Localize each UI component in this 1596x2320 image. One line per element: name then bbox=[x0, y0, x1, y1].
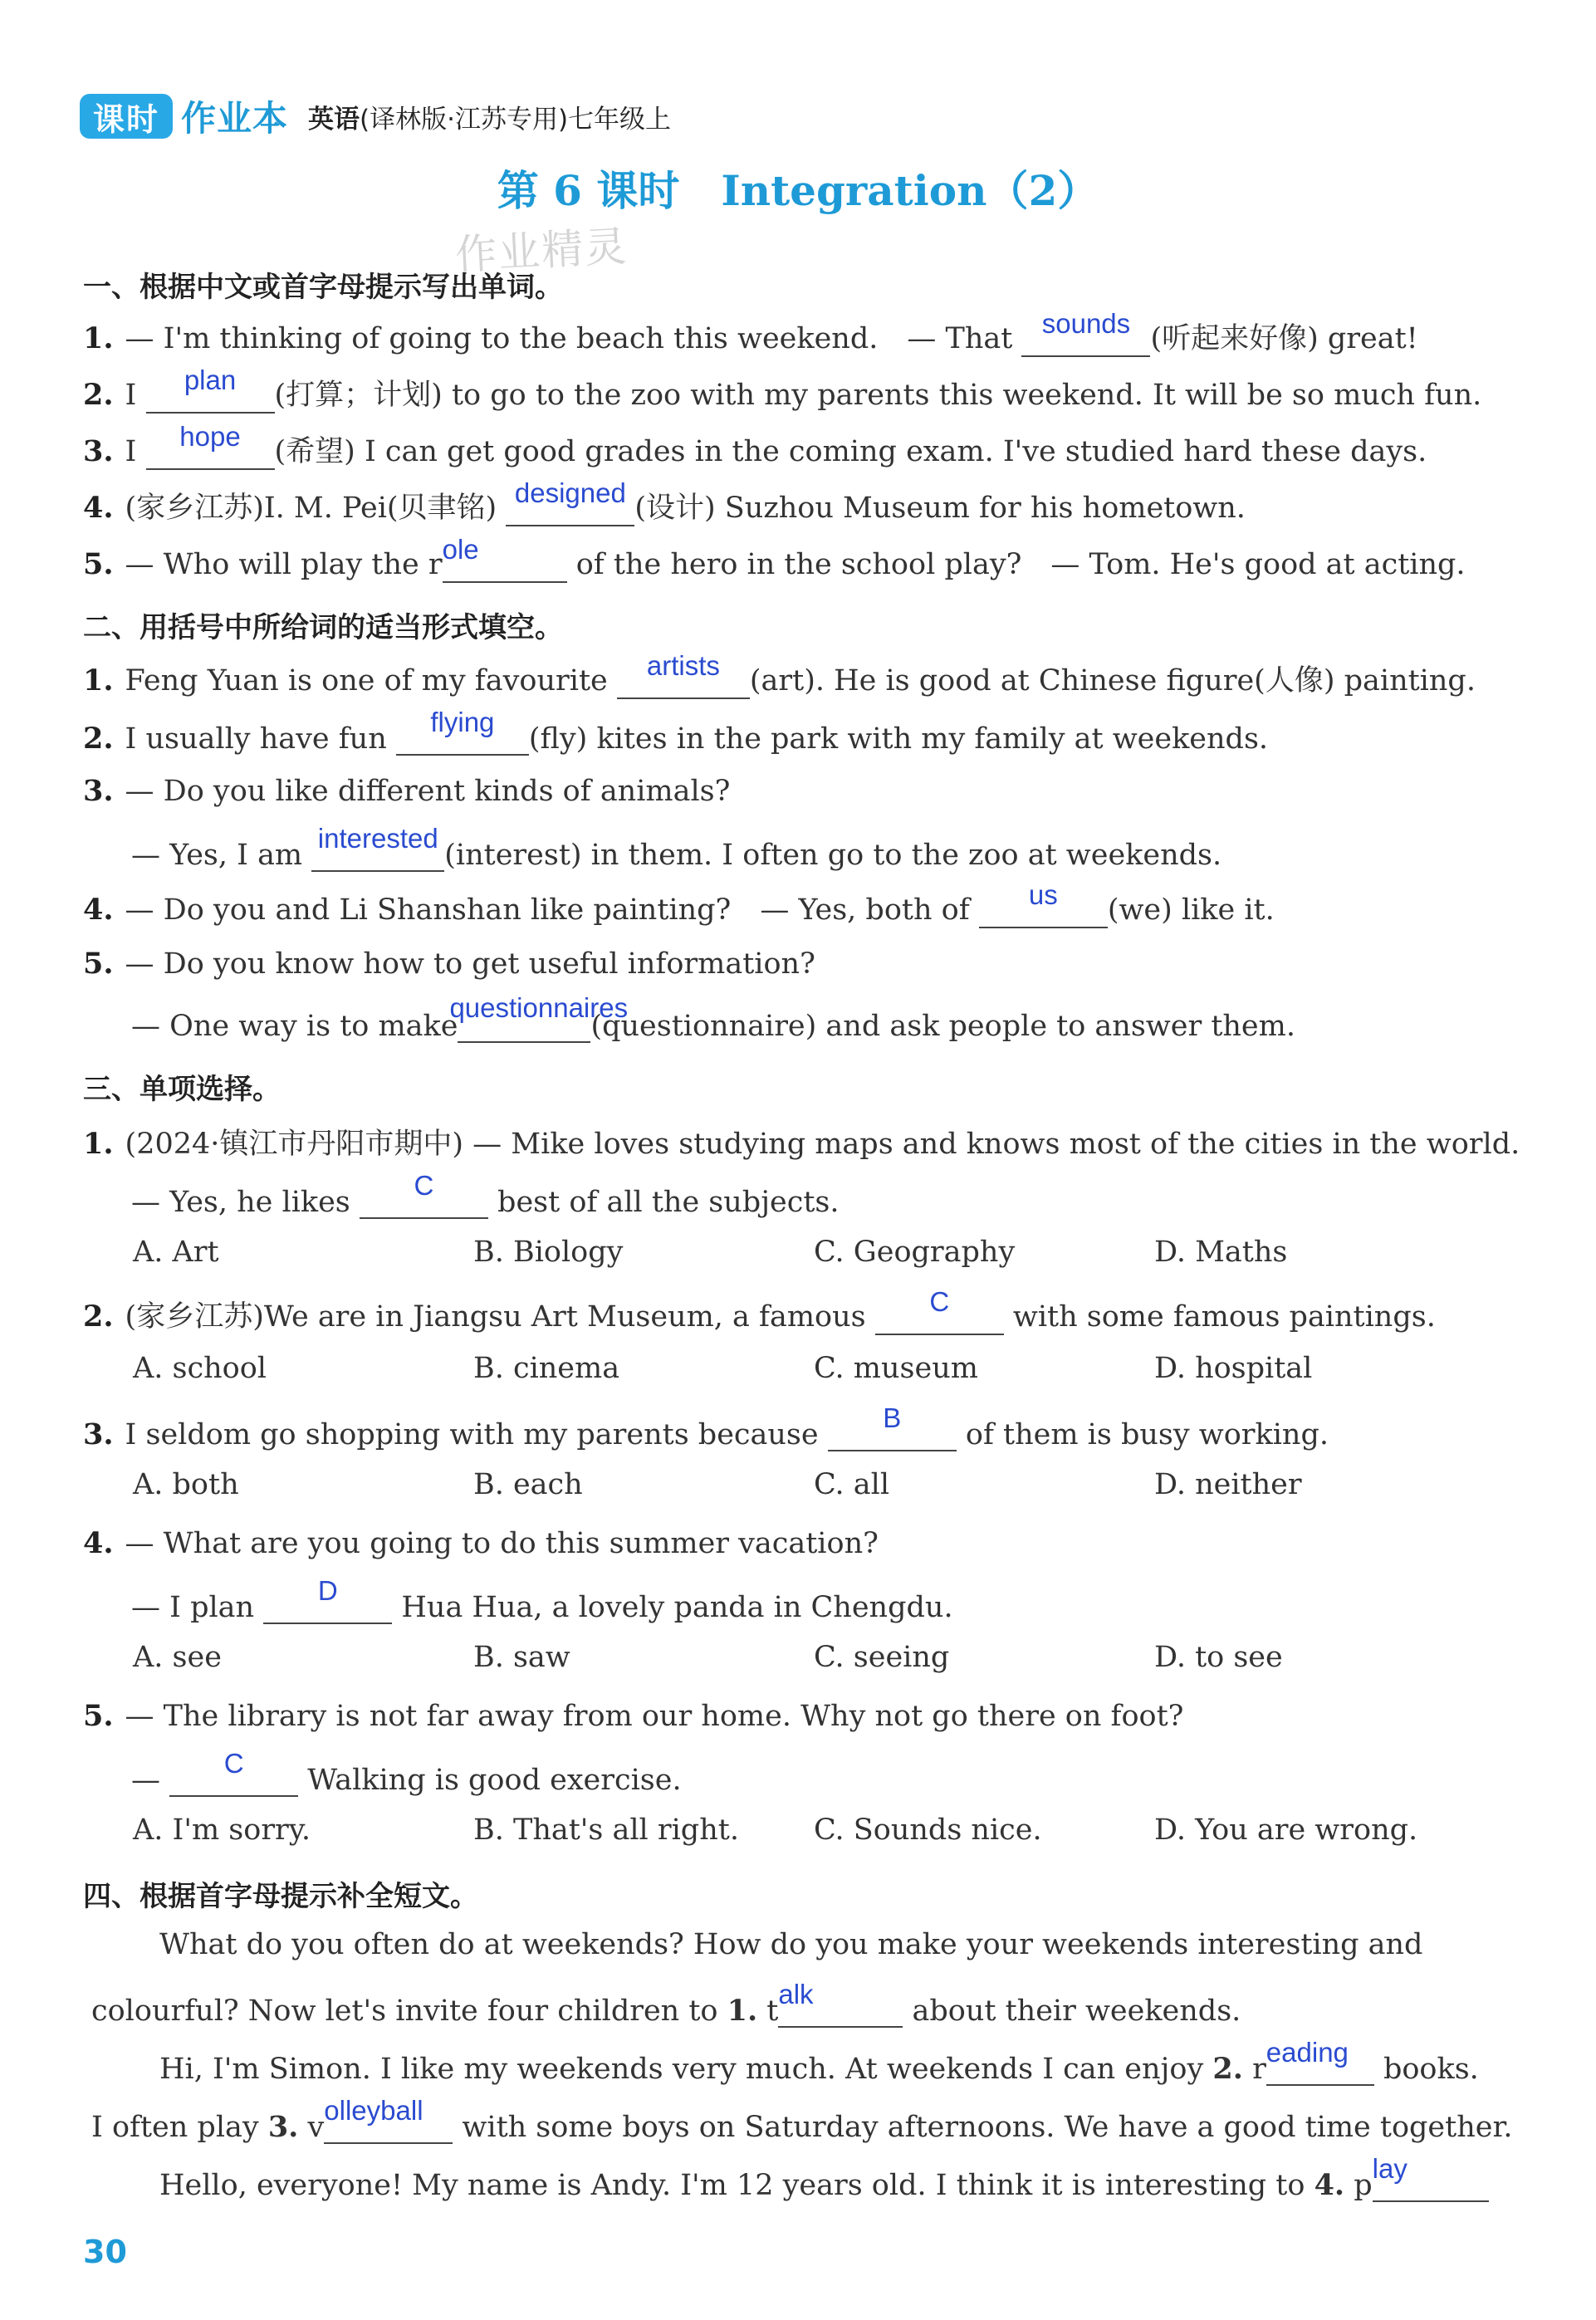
answer-blank: lay bbox=[1373, 2161, 1489, 2202]
passage-line-2: colourful? Now let's invite four children to 1. talk about their weekends. bbox=[91, 1979, 1241, 2028]
answer-blank: sounds bbox=[1021, 316, 1150, 357]
passage-line-5: Hello, everyone! My name is Andy. I'm 12 years old. I think it is interesting to 4. play bbox=[159, 2161, 1489, 2202]
p3-q4b: — I plan D Hua Hua, a lovely panda in Chengdu. bbox=[131, 1575, 953, 1624]
p1-q1: 1. — I'm thinking of going to the beach this weekend. — That sounds (听起来好像) great! bbox=[83, 308, 1418, 355]
p3-q2: 2. (家乡江苏)We are in Jiangsu Art Museum, a famous C with some famous paintings. bbox=[83, 1286, 1436, 1334]
section-2-heading: 二、用括号中所给词的适当形式填空。 bbox=[83, 611, 563, 644]
answer-blank: C bbox=[875, 1294, 1004, 1335]
p2-q3a: 3. — Do you like different kinds of animals? bbox=[83, 774, 731, 808]
p1-q4: 4. (家乡江苏)I. M. Pei(贝聿铭) designed (设计) Suzhou Museum for his hometown. bbox=[83, 477, 1246, 525]
answer-blank: alk bbox=[778, 1986, 903, 2028]
answer-blank: eading bbox=[1266, 2044, 1374, 2086]
section-3-heading: 三、单项选择。 bbox=[83, 1073, 281, 1106]
book-header bbox=[80, 90, 671, 143]
option: B. That's all right. bbox=[473, 1813, 739, 1847]
option: D. You are wrong. bbox=[1154, 1813, 1418, 1847]
book-subtitle: 英语(译林版·江苏专用)七年级上 bbox=[308, 104, 672, 135]
answer-blank: D bbox=[263, 1583, 392, 1624]
option: C. all bbox=[814, 1468, 890, 1501]
option: D. Maths bbox=[1154, 1236, 1288, 1269]
series-name: 作业本 bbox=[181, 98, 289, 139]
option: B. saw bbox=[473, 1641, 570, 1674]
logo-badge: 课时 bbox=[80, 94, 173, 139]
option: A. see bbox=[133, 1641, 222, 1674]
watermark: 作业精灵 bbox=[453, 222, 629, 280]
p3-q4a: 4. — What are you going to do this summer vacation? bbox=[83, 1526, 879, 1560]
p3-q3: 3. I seldom go shopping with my parents because B of them is busy working. bbox=[83, 1402, 1329, 1451]
option: A. school bbox=[133, 1352, 267, 1385]
option: B. each bbox=[473, 1468, 583, 1501]
answer-blank: designed bbox=[506, 485, 634, 526]
answer-blank: B bbox=[828, 1410, 957, 1451]
answer-blank: C bbox=[360, 1177, 488, 1219]
answer-blank: us bbox=[979, 887, 1108, 928]
option: C. Sounds nice. bbox=[814, 1813, 1042, 1847]
p2-q5b: — One way is to make questionnaires (questionnaire) and ask people to answer them. bbox=[131, 992, 1295, 1043]
option: D. to see bbox=[1154, 1641, 1283, 1674]
option: C. seeing bbox=[814, 1641, 950, 1674]
p2-q4: 4. — Do you and Li Shanshan like painting? — Yes, both of us (we) like it. bbox=[83, 879, 1275, 927]
option: A. Art bbox=[133, 1236, 219, 1269]
p1-q3: 3. I hope (希望) I can get good grades in the coming exam. I've studied hard these days. bbox=[83, 421, 1427, 468]
answer-blank: ole bbox=[443, 541, 567, 583]
passage-line-1: What do you often do at weekends? How do you make your weekends interesting and bbox=[159, 1928, 1423, 1961]
p3-q1b: — Yes, he likes C best of all the subjects. bbox=[131, 1170, 840, 1219]
page-number: 30 bbox=[83, 2234, 127, 2270]
section-4-heading: 四、根据首字母提示补全短文。 bbox=[83, 1880, 478, 1913]
option: B. cinema bbox=[473, 1352, 620, 1385]
option: C. Geography bbox=[814, 1236, 1016, 1269]
p1-q5: 5. — Who will play the role of the hero in the school play? — Tom. He's good at acting. bbox=[83, 534, 1466, 581]
p2-q2: 2. I usually have fun flying(fly) kites in the park with my family at weekends. bbox=[83, 707, 1269, 756]
lesson-title: 第 6 课时 Integration（2） bbox=[497, 166, 1099, 215]
p2-q3b: — Yes, I am interested(interest) in them. I often go to the zoo at weekends. bbox=[131, 823, 1222, 872]
option: C. museum bbox=[814, 1352, 978, 1385]
option: A. both bbox=[133, 1468, 239, 1501]
p3-q1a: 1. (2024·镇江市丹阳市期中) — Mike loves studying maps and knows most of the cities in the world. bbox=[83, 1127, 1520, 1161]
p3-q5a: 5. — The library is not far away from our home. Why not go there on foot? bbox=[83, 1699, 1184, 1733]
option: A. I'm sorry. bbox=[133, 1813, 311, 1847]
answer-blank: plan bbox=[146, 372, 275, 414]
p2-q5a: 5. — Do you know how to get useful information? bbox=[83, 947, 815, 981]
answer-blank: interested bbox=[311, 830, 444, 872]
answer-blank: flying bbox=[396, 714, 529, 756]
section-1-heading: 一、根据中文或首字母提示写出单词。 bbox=[83, 271, 563, 304]
p2-q1: 1. Feng Yuan is one of my favourite artists (art). He is good at Chinese figure(人像) painting. bbox=[83, 650, 1476, 697]
option: D. neither bbox=[1154, 1468, 1302, 1501]
p3-q5b: — C Walking is good exercise. bbox=[131, 1748, 682, 1797]
answer-blank: olleyball bbox=[324, 2102, 453, 2144]
answer-blank: hope bbox=[146, 428, 275, 470]
answer-blank: questionnaires bbox=[458, 1001, 590, 1043]
answer-blank: artists bbox=[617, 658, 750, 699]
option: D. hospital bbox=[1154, 1352, 1313, 1385]
passage-line-4: I often play 3. volleyball with some boys on Saturday afternoons. We have a good time together. bbox=[91, 2095, 1513, 2144]
option: B. Biology bbox=[473, 1236, 624, 1269]
answer-blank: C bbox=[169, 1755, 298, 1797]
p1-q2: 2. I plan (打算；计划) to go to the zoo with my parents this weekend. It will be so much fun. bbox=[83, 365, 1482, 412]
passage-line-3: Hi, I'm Simon. I like my weekends very much. At weekends I can enjoy 2. reading books. bbox=[159, 2037, 1479, 2086]
